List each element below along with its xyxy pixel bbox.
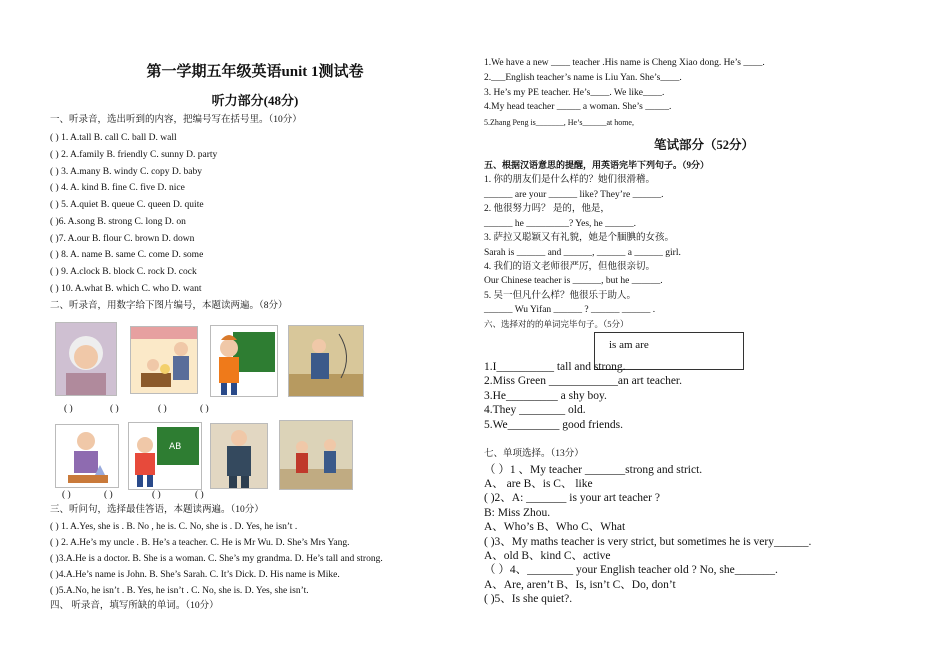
s4-item: 1.We have a new ____ teacher .His name is Cheng Xiao dong. He’s ____. [484, 58, 765, 68]
section4-header: 四、 听录音，填写所缺的单词。（10分） [50, 601, 219, 611]
answer-paren[interactable]: ( ) [104, 490, 113, 500]
s6-item: 4.They ________ old. [484, 404, 586, 416]
s7-item: A、 are B、is C、 like [484, 478, 593, 490]
s3-item: ( ) 2. A.He’s my uncle . B. He’s a teacher. C. He is Mr Wu. D. She’s Mrs Yang. [50, 538, 350, 548]
s1-item: ( ) 8. A. name B. same C. come D. some [50, 250, 204, 260]
s1-item: ( ) 10. A.what B. which C. who D. want [50, 284, 202, 294]
s7-item: A、old B、kind C、active [484, 550, 611, 562]
teacher-blackboard-picture [210, 325, 278, 397]
scientist-picture [55, 424, 119, 488]
s5-item: 5. 吴一但凡什么样？他很乐于助人。 [484, 291, 637, 301]
s6-item: 1.I__________ tall and strong. [484, 361, 626, 373]
s3-item: ( ) 1. A.Yes, she is . B. No , he is. C. No, she is . D. Yes, he isn’t . [50, 522, 298, 532]
listening-title: 听力部分(48分) [211, 93, 299, 108]
s7-item: A、Are, aren’t B、Is, isn’t C、Do, don’t [484, 579, 676, 591]
s1-item: ( ) 1. A.tall B. call C. ball D. wall [50, 133, 177, 143]
s3-item: ( )4.A.He’s name is John. B. She’s Sarah. C. It’s Dick. D. His name is Mike. [50, 570, 340, 580]
answer-paren[interactable]: ( ) [64, 404, 73, 414]
s5-item: ______ Wu Yifan ______ ? ______ ______ . [484, 305, 656, 315]
s6-item: 2.Miss Green ____________an art teacher. [484, 375, 683, 387]
s7-item: ( )3、My maths teacher is very strict, but sometimes he is very______. [484, 536, 812, 548]
answer-paren[interactable]: ( ) [62, 490, 71, 500]
s1-item: ( ) 2. A.family B. friendly C. sunny D. party [50, 150, 218, 160]
answer-paren[interactable]: ( ) [158, 404, 167, 414]
s4-item: 5.Zhang Peng is_______, He’s______at home, [484, 118, 634, 127]
s1-item: ( ) 5. A.quiet B. queue C. queen D. quite [50, 200, 204, 210]
s7-item: A、Who’s B、Who C、What [484, 521, 626, 533]
s3-item: ( )5.A.No, he isn’t . B. Yes, he isn’t . C. No, she is. D. Yes, she isn’t. [50, 586, 309, 596]
section5-header: 五、根据汉语意思的提醒，用英语完毕下列句子。（9分） [484, 160, 710, 170]
man-suit-picture [210, 423, 268, 489]
s5-item: 4. 我们的语文老师很严厉，但他很亲切。 [484, 262, 656, 272]
s4-item: 3. He’s my PE teacher. He’s____. We like____. [484, 88, 665, 98]
answer-paren[interactable]: ( ) [110, 404, 119, 414]
hallway-picture [279, 420, 353, 490]
s5-item: Our Chinese teacher is ______, but he ______. [484, 276, 663, 286]
s4-item: 4.My head teacher _____ a woman. She’s _____. [484, 102, 672, 112]
written-title: 笔试部分（52分） [653, 138, 754, 152]
s1-item: ( )6. A.song B. strong C. long D. on [50, 217, 186, 227]
section6-header: 六、选择对的的单词完毕句子。（5分） [484, 319, 629, 329]
s5-item: ______ he _________? Yes, he ______. [484, 219, 636, 229]
s5-item: 1. 你的朋友们是什么样的？她们很滑稽。 [484, 175, 656, 185]
section1-header: 一、听录音，选出听到的内容，把编号写在括号里。（10分） [50, 115, 302, 125]
grandma-picture [55, 322, 117, 396]
section7-header: 七、单项选择。（13分） [484, 449, 584, 459]
s5-item: ______ are your ______ like? They’re ______. [484, 190, 664, 200]
s1-item: ( ) 9. A.clock B. block C. rock D. cock [50, 267, 197, 277]
s4-item: 2.___English teacher’s name is Liu Yan. She’s____. [484, 73, 682, 83]
family-picture [130, 326, 198, 394]
s5-item: Sarah is ______ and ______, ______ a ______ girl. [484, 248, 681, 258]
s7-item: ( )5、Is she quiet?. [484, 593, 573, 605]
s1-item: ( ) 4. A. kind B. fine C. five D. nice [50, 183, 185, 193]
section3-header: 三、听问句，选择最佳答语，本题读两遍。（10分） [50, 505, 264, 515]
answer-paren[interactable]: ( ) [195, 490, 204, 500]
s3-item: ( )3.A.He is a doctor. B. She is a woman. C. She’s my grandma. D. He’s tall and strong. [50, 554, 383, 564]
page-title: 第一学期五年级英语unit 1测试卷 [146, 64, 364, 80]
s6-item: 5.We_________ good friends. [484, 419, 623, 431]
s7-item: ( )2、A: _______ is your art teacher ? [484, 492, 660, 504]
student-classroom-picture [288, 325, 364, 397]
section2-header: 二、听录音，用数字给下图片编号，本题读两遍。（8分） [50, 301, 288, 311]
word-box-text: is am are [609, 339, 649, 351]
s5-item: 2. 他很努力吗？ 是的，他是， [484, 204, 610, 214]
s6-item: 3.He_________ a shy boy. [484, 390, 607, 402]
s7-item: （ ）4、________ your English teacher old ? No, she_______. [484, 564, 778, 576]
boy-blackboard-picture [128, 422, 202, 490]
s7-item: B: Miss Zhou. [484, 507, 551, 519]
s1-item: ( ) 3. A.many B. windy C. copy D. baby [50, 167, 202, 177]
s1-item: ( )7. A.our B. flour C. brown D. down [50, 234, 195, 244]
s7-item: （ ）1 、My teacher _______strong and strict. [484, 464, 703, 476]
s5-item: 3. 萨拉又聪颖又有礼貌，她是个腼腆的女孩。 [484, 233, 675, 243]
answer-paren[interactable]: ( ) [152, 490, 161, 500]
svg-text:AB: AB [169, 442, 182, 452]
answer-paren[interactable]: ( ) [200, 404, 209, 414]
